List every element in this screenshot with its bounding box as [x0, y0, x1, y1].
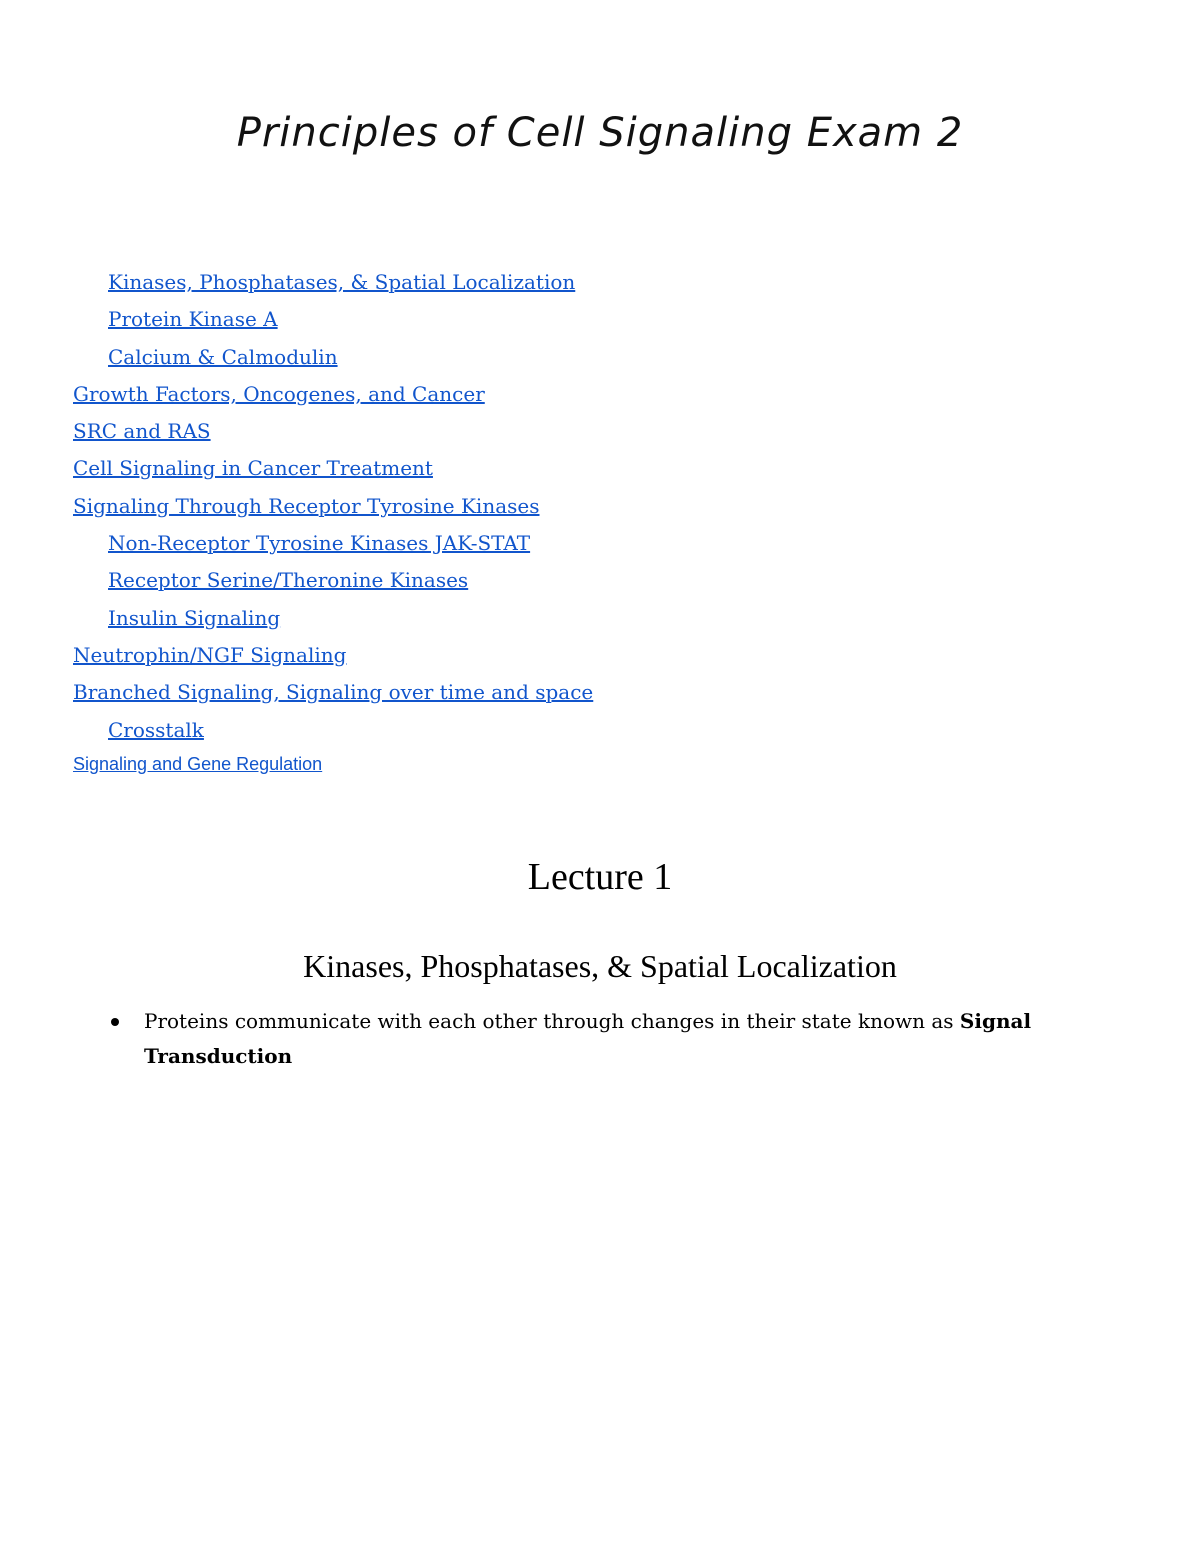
- toc-link-insulin-signaling[interactable]: Insulin Signaling: [108, 605, 281, 630]
- lecture-heading: Lecture 1: [527, 856, 673, 898]
- table-of-contents: [73, 264, 1123, 779]
- toc-link-serine-theronine-kinases[interactable]: Receptor Serine/Theronine Kinases: [108, 568, 469, 593]
- toc-link-growth-factors[interactable]: Growth Factors, Oncogenes, and Cancer: [73, 381, 485, 406]
- toc-link-gene-regulation[interactable]: Signaling and Gene Regulation: [73, 753, 323, 774]
- list-item: [108, 1004, 1088, 1074]
- document-title: Principles of Cell Signaling Exam 2: [236, 110, 964, 156]
- toc-link-receptor-tyrosine-kinases[interactable]: Signaling Through Receptor Tyrosine Kinases: [73, 493, 540, 518]
- toc-link-jak-stat[interactable]: Non-Receptor Tyrosine Kinases JAK-STAT: [108, 531, 531, 556]
- toc-link-calcium-calmodulin[interactable]: Calcium & Calmodulin: [108, 344, 338, 369]
- section-heading: Kinases, Phosphatases, & Spatial Localization: [303, 948, 897, 984]
- toc-link-protein-kinase-a[interactable]: Protein Kinase A: [108, 307, 278, 332]
- toc-link-branched-signaling[interactable]: Branched Signaling, Signaling over time and space: [73, 680, 594, 705]
- toc-link-neutrophin-ngf[interactable]: Neutrophin/NGF Signaling: [73, 642, 347, 667]
- bullet-text: Proteins communicate with each other through changes in their state known as: [144, 1009, 960, 1033]
- bullet-list: [108, 1004, 1088, 1074]
- toc-link-kinases-phosphatases[interactable]: Kinases, Phosphatases, & Spatial Localization: [108, 270, 576, 294]
- toc-link-crosstalk[interactable]: Crosstalk: [108, 717, 204, 742]
- toc-link-src-ras[interactable]: SRC and RAS: [73, 419, 211, 444]
- bullet-dot-icon: [111, 1018, 119, 1026]
- bullet-bold-term: Signal Transduction: [144, 1009, 1032, 1068]
- toc-link-cancer-treatment[interactable]: Cell Signaling in Cancer Treatment: [73, 456, 433, 481]
